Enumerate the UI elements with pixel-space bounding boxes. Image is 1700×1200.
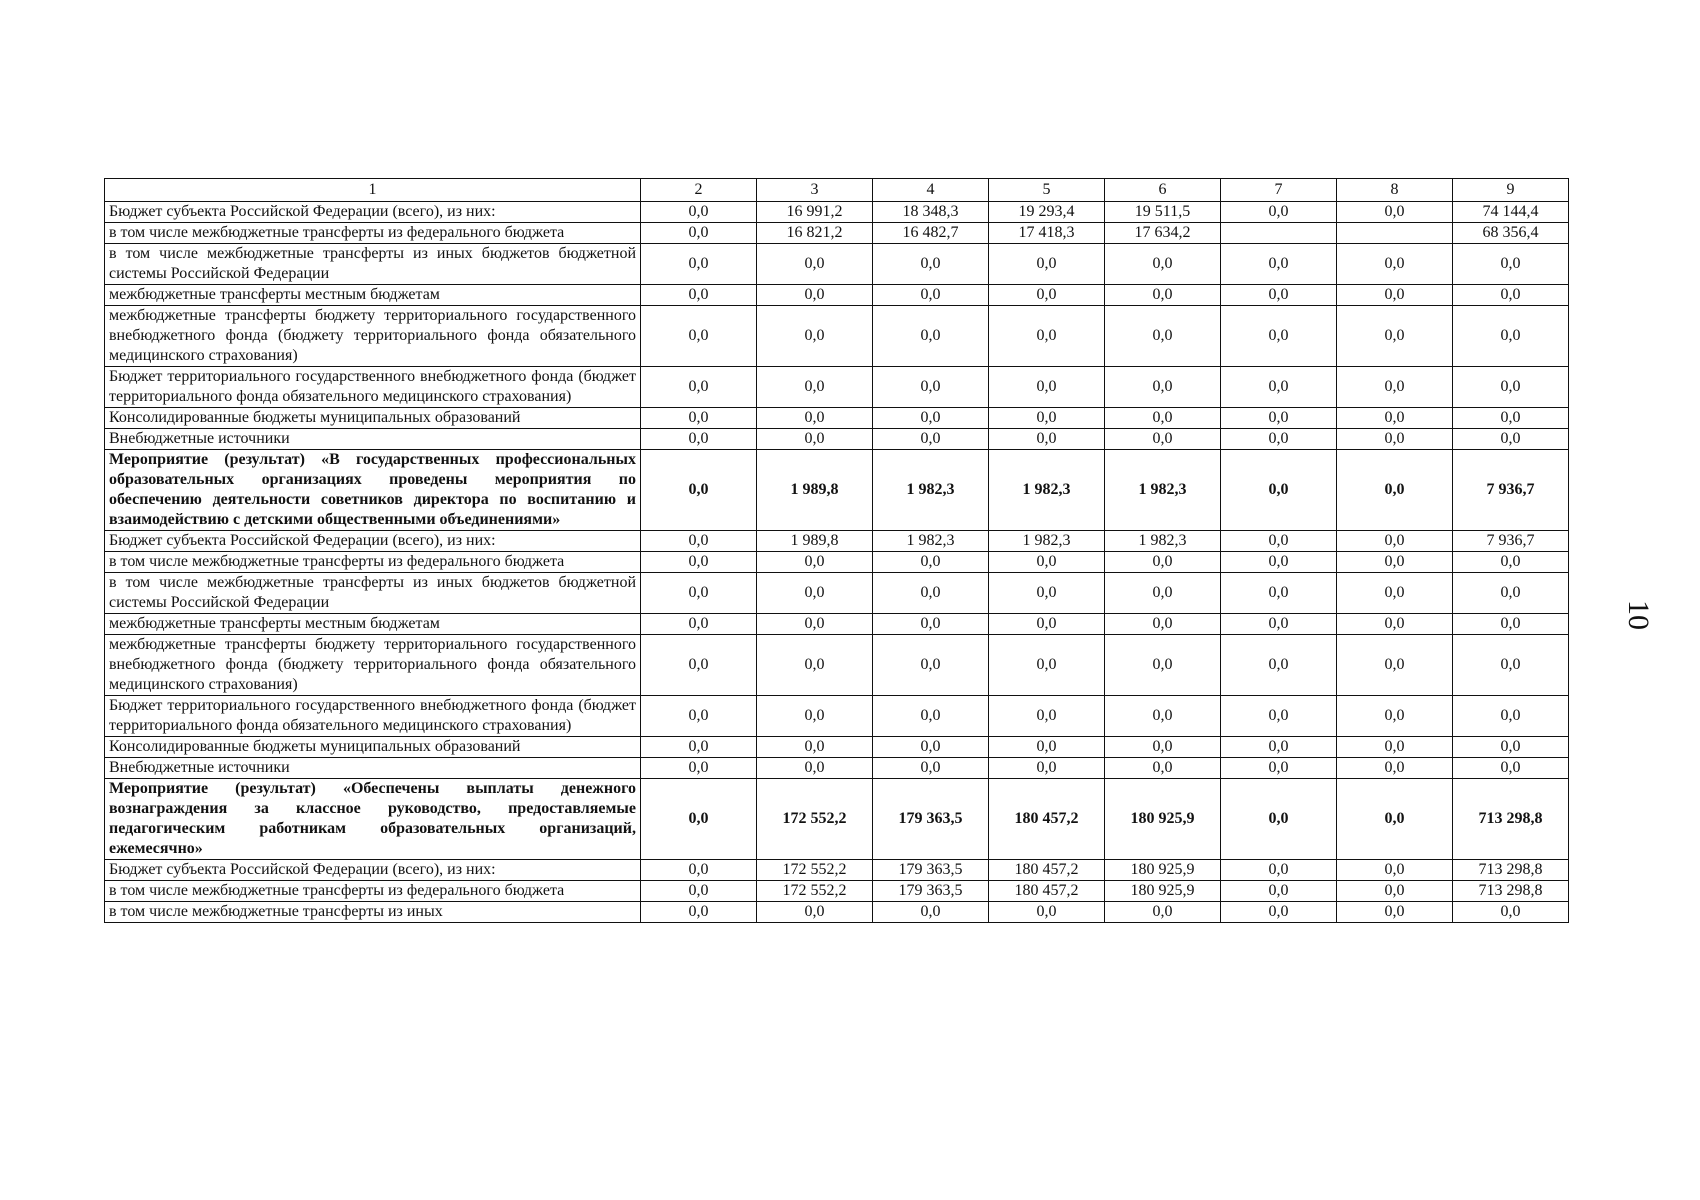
value-cell: 0,0 <box>1221 306 1337 367</box>
column-header: 4 <box>873 179 989 202</box>
value-cell: 0,0 <box>1453 306 1569 367</box>
row-label: в том числе межбюджетные трансферты из иных бюджетов бюджетной системы Российской Федерации <box>105 573 641 614</box>
value-cell: 0,0 <box>641 779 757 860</box>
page-number: 10 <box>1622 600 1655 630</box>
row-label: Бюджет субъекта Российской Федерации (всего), из них: <box>105 860 641 881</box>
value-cell: 0,0 <box>757 306 873 367</box>
value-cell: 0,0 <box>1453 758 1569 779</box>
value-cell: 17 634,2 <box>1105 223 1221 244</box>
column-header: 6 <box>1105 179 1221 202</box>
value-cell: 0,0 <box>873 244 989 285</box>
value-cell: 0,0 <box>1221 429 1337 450</box>
table-row <box>105 367 1569 408</box>
activity-row <box>105 779 1569 860</box>
value-cell: 17 418,3 <box>989 223 1105 244</box>
value-cell: 0,0 <box>989 737 1105 758</box>
value-cell: 0,0 <box>641 531 757 552</box>
value-cell: 0,0 <box>1453 635 1569 696</box>
value-cell: 0,0 <box>1221 408 1337 429</box>
row-label: в том числе межбюджетные трансферты из федерального бюджета <box>105 223 641 244</box>
value-cell: 0,0 <box>641 881 757 902</box>
value-cell: 0,0 <box>1105 614 1221 635</box>
row-label: Внебюджетные источники <box>105 429 641 450</box>
value-cell <box>1221 223 1337 244</box>
value-cell: 0,0 <box>1221 367 1337 408</box>
value-cell: 1 982,3 <box>873 450 989 531</box>
value-cell: 0,0 <box>1337 552 1453 573</box>
value-cell: 0,0 <box>1337 696 1453 737</box>
value-cell: 0,0 <box>1221 202 1337 223</box>
value-cell: 0,0 <box>757 635 873 696</box>
value-cell: 0,0 <box>873 696 989 737</box>
value-cell: 0,0 <box>1221 244 1337 285</box>
value-cell: 0,0 <box>641 223 757 244</box>
value-cell: 0,0 <box>641 696 757 737</box>
value-cell: 0,0 <box>1105 306 1221 367</box>
value-cell: 0,0 <box>989 902 1105 923</box>
table-row <box>105 902 1569 923</box>
value-cell: 68 356,4 <box>1453 223 1569 244</box>
row-label: в том числе межбюджетные трансферты из федерального бюджета <box>105 881 641 902</box>
value-cell: 713 298,8 <box>1453 779 1569 860</box>
value-cell <box>1337 223 1453 244</box>
value-cell: 0,0 <box>989 285 1105 306</box>
value-cell: 0,0 <box>1453 696 1569 737</box>
value-cell: 0,0 <box>1453 408 1569 429</box>
value-cell: 0,0 <box>1221 552 1337 573</box>
value-cell: 0,0 <box>873 408 989 429</box>
row-label: Бюджет территориального государственного внебюджетного фонда (бюджет территориального фонда обязательного медицинского страхования) <box>105 696 641 737</box>
value-cell: 0,0 <box>1221 635 1337 696</box>
value-cell: 0,0 <box>757 573 873 614</box>
value-cell: 0,0 <box>1337 635 1453 696</box>
value-cell: 0,0 <box>1453 285 1569 306</box>
value-cell: 0,0 <box>1221 450 1337 531</box>
value-cell: 0,0 <box>1221 902 1337 923</box>
value-cell: 180 457,2 <box>989 881 1105 902</box>
value-cell: 0,0 <box>1453 552 1569 573</box>
table-row <box>105 881 1569 902</box>
value-cell: 1 982,3 <box>873 531 989 552</box>
row-label: Консолидированные бюджеты муниципальных образований <box>105 737 641 758</box>
table-row <box>105 573 1569 614</box>
value-cell: 1 989,8 <box>757 450 873 531</box>
value-cell: 0,0 <box>873 902 989 923</box>
value-cell: 0,0 <box>989 306 1105 367</box>
value-cell: 0,0 <box>1337 450 1453 531</box>
header-row <box>105 179 1569 202</box>
value-cell: 0,0 <box>873 285 989 306</box>
value-cell: 1 982,3 <box>989 450 1105 531</box>
value-cell: 172 552,2 <box>757 881 873 902</box>
value-cell: 0,0 <box>1105 635 1221 696</box>
value-cell: 0,0 <box>873 758 989 779</box>
value-cell: 0,0 <box>641 860 757 881</box>
value-cell: 0,0 <box>757 614 873 635</box>
value-cell: 19 293,4 <box>989 202 1105 223</box>
value-cell: 0,0 <box>641 202 757 223</box>
value-cell: 0,0 <box>1105 367 1221 408</box>
value-cell: 0,0 <box>989 429 1105 450</box>
value-cell: 0,0 <box>1221 737 1337 758</box>
value-cell: 0,0 <box>873 635 989 696</box>
value-cell: 172 552,2 <box>757 779 873 860</box>
value-cell: 16 482,7 <box>873 223 989 244</box>
value-cell: 0,0 <box>989 408 1105 429</box>
value-cell: 18 348,3 <box>873 202 989 223</box>
value-cell: 0,0 <box>1105 902 1221 923</box>
row-label: Внебюджетные источники <box>105 758 641 779</box>
value-cell: 0,0 <box>1221 860 1337 881</box>
value-cell: 0,0 <box>757 429 873 450</box>
value-cell: 0,0 <box>989 244 1105 285</box>
row-label: Консолидированные бюджеты муниципальных образований <box>105 408 641 429</box>
row-label: Мероприятие (результат) «В государственных профессиональных образовательных организациях проведены мероприятия по обеспечению деятельности советников директора по воспитанию и взаимодействию с детскими общественными объединениями» <box>105 450 641 531</box>
value-cell: 180 925,9 <box>1105 881 1221 902</box>
value-cell: 0,0 <box>873 737 989 758</box>
value-cell: 0,0 <box>641 429 757 450</box>
value-cell: 0,0 <box>1453 737 1569 758</box>
value-cell: 0,0 <box>1221 758 1337 779</box>
value-cell: 0,0 <box>1221 573 1337 614</box>
value-cell: 0,0 <box>873 429 989 450</box>
value-cell: 0,0 <box>1453 902 1569 923</box>
value-cell: 0,0 <box>641 614 757 635</box>
table-row <box>105 635 1569 696</box>
value-cell: 0,0 <box>1337 779 1453 860</box>
value-cell: 0,0 <box>989 635 1105 696</box>
row-label: межбюджетные трансферты местным бюджетам <box>105 614 641 635</box>
value-cell: 0,0 <box>757 408 873 429</box>
value-cell: 0,0 <box>1105 244 1221 285</box>
value-cell: 0,0 <box>1221 614 1337 635</box>
value-cell: 0,0 <box>757 737 873 758</box>
value-cell: 0,0 <box>641 737 757 758</box>
row-label: Бюджет субъекта Российской Федерации (всего), из них: <box>105 531 641 552</box>
value-cell: 0,0 <box>1337 860 1453 881</box>
table-row <box>105 244 1569 285</box>
value-cell: 0,0 <box>1337 614 1453 635</box>
value-cell: 0,0 <box>873 614 989 635</box>
table-row <box>105 408 1569 429</box>
value-cell: 0,0 <box>1337 531 1453 552</box>
value-cell: 0,0 <box>641 552 757 573</box>
value-cell: 180 457,2 <box>989 860 1105 881</box>
row-label: Мероприятие (результат) «Обеспечены выплаты денежного вознаграждения за классное руководство, предоставляемые педагогическим работникам образовательных организаций, ежемесячно» <box>105 779 641 860</box>
value-cell: 0,0 <box>1105 285 1221 306</box>
value-cell: 0,0 <box>1221 285 1337 306</box>
value-cell: 0,0 <box>757 367 873 408</box>
value-cell: 16 821,2 <box>757 223 873 244</box>
row-label: межбюджетные трансферты бюджету территориального государственного внебюджетного фонда (бюджету территориального фонда обязательного медицинского страхования) <box>105 635 641 696</box>
value-cell: 1 982,3 <box>1105 531 1221 552</box>
value-cell: 0,0 <box>1105 552 1221 573</box>
table-row <box>105 696 1569 737</box>
value-cell: 0,0 <box>757 285 873 306</box>
table-row <box>105 223 1569 244</box>
value-cell: 179 363,5 <box>873 860 989 881</box>
column-header: 9 <box>1453 179 1569 202</box>
table-row <box>105 614 1569 635</box>
value-cell: 0,0 <box>989 573 1105 614</box>
value-cell: 0,0 <box>641 408 757 429</box>
value-cell: 179 363,5 <box>873 779 989 860</box>
value-cell: 0,0 <box>1337 285 1453 306</box>
value-cell: 0,0 <box>1453 367 1569 408</box>
value-cell: 0,0 <box>1105 758 1221 779</box>
value-cell: 0,0 <box>1337 881 1453 902</box>
row-label: в том числе межбюджетные трансферты из иных бюджетов бюджетной системы Российской Федерации <box>105 244 641 285</box>
value-cell: 0,0 <box>1453 429 1569 450</box>
value-cell: 172 552,2 <box>757 860 873 881</box>
value-cell: 16 991,2 <box>757 202 873 223</box>
value-cell: 0,0 <box>1453 614 1569 635</box>
value-cell: 0,0 <box>1337 737 1453 758</box>
value-cell: 0,0 <box>1337 429 1453 450</box>
value-cell: 0,0 <box>1337 367 1453 408</box>
value-cell: 0,0 <box>873 552 989 573</box>
table-row <box>105 429 1569 450</box>
value-cell: 7 936,7 <box>1453 531 1569 552</box>
value-cell: 180 925,9 <box>1105 860 1221 881</box>
value-cell: 0,0 <box>1221 779 1337 860</box>
row-label: межбюджетные трансферты местным бюджетам <box>105 285 641 306</box>
value-cell: 0,0 <box>641 285 757 306</box>
value-cell: 0,0 <box>1337 573 1453 614</box>
value-cell: 0,0 <box>1105 737 1221 758</box>
table-row <box>105 306 1569 367</box>
value-cell: 0,0 <box>1337 306 1453 367</box>
value-cell: 0,0 <box>641 306 757 367</box>
value-cell: 713 298,8 <box>1453 881 1569 902</box>
column-header: 7 <box>1221 179 1337 202</box>
table-row <box>105 531 1569 552</box>
row-label: Бюджет территориального государственного внебюджетного фонда (бюджет территориального фонда обязательного медицинского страхования) <box>105 367 641 408</box>
value-cell: 0,0 <box>757 696 873 737</box>
row-label: в том числе межбюджетные трансферты из иных <box>105 902 641 923</box>
value-cell: 74 144,4 <box>1453 202 1569 223</box>
value-cell: 0,0 <box>757 902 873 923</box>
table-row <box>105 860 1569 881</box>
value-cell: 0,0 <box>641 450 757 531</box>
value-cell: 0,0 <box>1337 244 1453 285</box>
column-header: 3 <box>757 179 873 202</box>
value-cell: 19 511,5 <box>1105 202 1221 223</box>
value-cell: 0,0 <box>1337 408 1453 429</box>
table-row <box>105 737 1569 758</box>
value-cell: 0,0 <box>1221 531 1337 552</box>
value-cell: 0,0 <box>641 367 757 408</box>
value-cell: 0,0 <box>1453 244 1569 285</box>
value-cell: 0,0 <box>989 552 1105 573</box>
value-cell: 713 298,8 <box>1453 860 1569 881</box>
column-header: 1 <box>105 179 641 202</box>
table-row <box>105 285 1569 306</box>
row-label: Бюджет субъекта Российской Федерации (всего), из них: <box>105 202 641 223</box>
value-cell: 0,0 <box>989 696 1105 737</box>
value-cell: 0,0 <box>1453 573 1569 614</box>
value-cell: 0,0 <box>989 614 1105 635</box>
value-cell: 1 982,3 <box>1105 450 1221 531</box>
value-cell: 0,0 <box>1105 696 1221 737</box>
value-cell: 0,0 <box>1105 408 1221 429</box>
value-cell: 0,0 <box>1337 758 1453 779</box>
table-row <box>105 202 1569 223</box>
table-row <box>105 758 1569 779</box>
value-cell: 1 989,8 <box>757 531 873 552</box>
row-label: в том числе межбюджетные трансферты из федерального бюджета <box>105 552 641 573</box>
row-label: межбюджетные трансферты бюджету территориального государственного внебюджетного фонда (бюджету территориального фонда обязательного медицинского страхования) <box>105 306 641 367</box>
value-cell: 180 925,9 <box>1105 779 1221 860</box>
column-header: 2 <box>641 179 757 202</box>
value-cell: 0,0 <box>757 758 873 779</box>
value-cell: 0,0 <box>1105 429 1221 450</box>
value-cell: 0,0 <box>641 902 757 923</box>
value-cell: 0,0 <box>989 758 1105 779</box>
activity-row <box>105 450 1569 531</box>
value-cell: 0,0 <box>757 244 873 285</box>
column-header: 8 <box>1337 179 1453 202</box>
value-cell: 0,0 <box>641 573 757 614</box>
value-cell: 0,0 <box>989 367 1105 408</box>
table-body <box>105 202 1569 923</box>
table-row <box>105 552 1569 573</box>
value-cell: 0,0 <box>641 244 757 285</box>
column-header: 5 <box>989 179 1105 202</box>
value-cell: 0,0 <box>873 573 989 614</box>
value-cell: 0,0 <box>757 552 873 573</box>
value-cell: 0,0 <box>641 635 757 696</box>
value-cell: 0,0 <box>641 758 757 779</box>
value-cell: 0,0 <box>1337 202 1453 223</box>
budget-table <box>104 178 1569 923</box>
value-cell: 1 982,3 <box>989 531 1105 552</box>
value-cell: 0,0 <box>1105 573 1221 614</box>
value-cell: 0,0 <box>1221 696 1337 737</box>
value-cell: 0,0 <box>1337 902 1453 923</box>
value-cell: 0,0 <box>873 306 989 367</box>
value-cell: 0,0 <box>1221 881 1337 902</box>
value-cell: 180 457,2 <box>989 779 1105 860</box>
value-cell: 0,0 <box>873 367 989 408</box>
value-cell: 179 363,5 <box>873 881 989 902</box>
value-cell: 7 936,7 <box>1453 450 1569 531</box>
